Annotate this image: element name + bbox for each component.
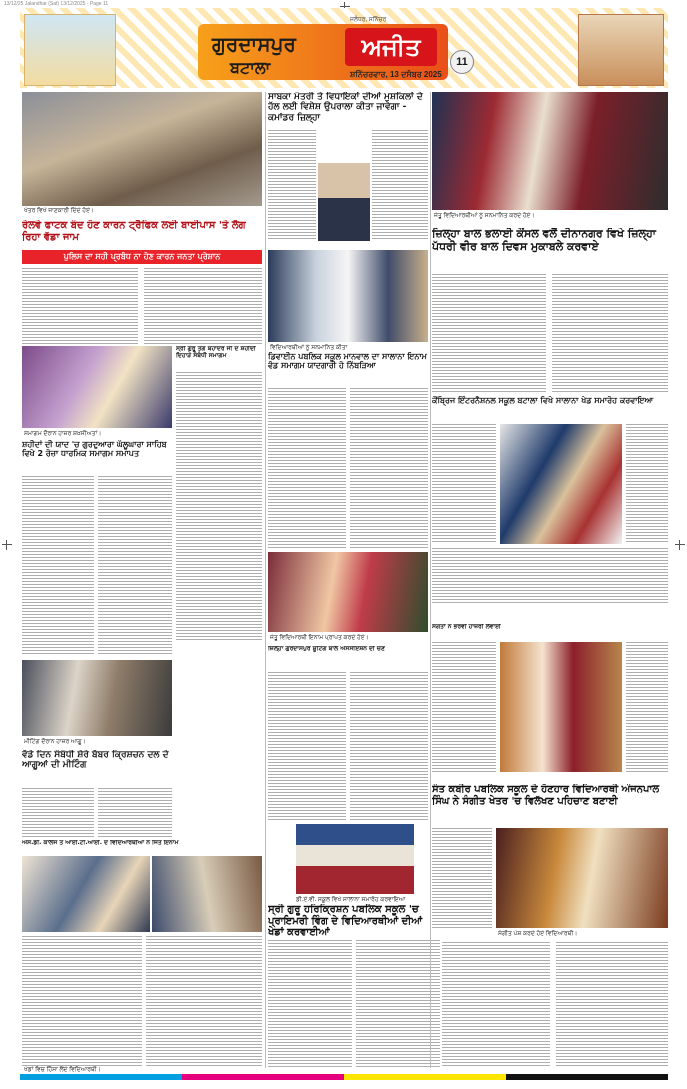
body-text [98,476,172,656]
body-text [556,942,668,1068]
meeting-photo [22,660,172,736]
headline-railway: ਰੇਲਵੇ ਫਾਟਕ ਬੰਦ ਹੋਣ ਕਾਰਨ ਟ੍ਰੈਫਿਕ ਲਈ ਬਾਈਪਾਸ 'ਤੇ ਲੱਗ ਰਿਹਾ ਵੱਡਾ ਜਾਮ [22,220,246,243]
music-photo [496,828,668,928]
body-text [22,268,138,344]
body-text [442,942,550,1068]
body-text [372,130,428,240]
ajit-logo: ਅਜੀਤ [345,28,437,66]
body-text [98,788,172,838]
headline-bal-bhalai: ਜ਼ਿਲ੍ਹਾ ਬਾਲ ਭਲਾਈ ਕੌਂਸਲ ਵਲੋਂ ਦੀਨਾਨਗਰ ਵਿਖੇ ਜ਼ਿਲ੍ਹਾ ਪੱਧਰੀ ਵੀਰ ਬਾਲ ਦਿਵਸ ਮੁਕਾਬਲੇ ਕਰਵਾਏ [432,228,656,253]
headline-harkrishan-school: ਸ੍ਰੀ ਗੁਰੂ ਹਰਿਕ੍ਰਿਸ਼ਨ ਪਬਲਿਕ ਸਕੂਲ 'ਚ ਪ੍ਰਾਇਮਰੀ ਵਿੰਗ ਦੇ ਵਿਦਿਆਰਥੀਆਂ ਦੀਆਂ ਖੇਡਾਂ ਕਰਵਾਈਆਂ [268,904,423,938]
body-text [268,130,316,240]
photo-caption: ਡੀ.ਏ.ਵੀ. ਸਕੂਲ ਵਿਖੇ ਸਾਲਾਨਾ ਸਮਾਰੋਹ ਕਰਵਾਇਆ [296,897,406,903]
body-text [146,936,262,1066]
registration-mark-right [675,540,685,550]
body-text [268,940,352,1068]
print-line: 13/12/25 Jalandhar (Sat) 13/12/2025 - Page 11 [4,1,109,7]
body-text [626,424,668,544]
body-text [626,642,668,772]
body-text [356,940,440,1068]
masthead [20,8,668,88]
ceremony-photo [268,552,428,632]
event-photo [22,346,172,428]
award-photo [268,250,428,342]
sports-photo [500,424,622,544]
subhead-band: ਪੁਲਿਸ ਦਾ ਸਹੀ ਪ੍ਰਬੰਧ ਨਾ ਹੋਣ ਕਾਰਨ ਜਨਤਾ ਪ੍ਰੇਸ਼ਾਨ [22,250,262,264]
body-text [350,672,428,820]
headline-sikh-school: ਸੰਗਤਾਂ ਨੇ ਭਰਵੀਂ ਹਾਜ਼ਰੀ ਲਵਾਈ [432,624,501,630]
headline-college: ਐਸ.ਡੀ. ਕਾਲਜ ਤੇ ਆਈ.ਟੀ.ਆਈ. ਦੇ ਵਿਦਿਆਰਥੀਆਂ ਨੇ ਜਿੱਤੇ ਇਨਾਮ [22,840,179,846]
school-stage-photo [296,824,414,894]
headline-gurdwara: ਸ਼ਹੀਦਾਂ ਦੀ ਯਾਦ 'ਚ ਗੁਰਦੁਆਰਾ ਘੱਲੂਘਾਰਾ ਸਾਹਿਬ ਵਿਖੇ 2 ਰੋਜ਼ਾ ਧਾਰਮਿਕ ਸਮਾਗਮ ਸਮਾਪਤ [22,440,167,459]
masthead-tag: ਜਲੰਧਰ, ਸਨਿੱਚਰ [350,17,387,23]
photo-caption: ਵਿਦਿਆਰਥੀਆਂ ਨੂੰ ਸਨਮਾਨਿਤ ਕੀਤਾ [270,345,348,351]
column-rule [265,92,266,1068]
photo-caption: ਸਮਾਗਮ ਦੌਰਾਨ ਹਾਜ਼ਰ ਸ਼ਖ਼ਸੀਅਤਾਂ। [24,431,102,437]
headline-cambridge-school: ਕੌਂਬ੍ਰਿਜ ਇੰਟਰਨੈਸ਼ਨਲ ਸਕੂਲ ਬਟਾਲਾ ਵਿਖੇ ਸਾਲਾਨਾ ਖੇਡ ਸਮਾਰੋਹ ਕਰਵਾਇਆ [432,396,654,405]
students-award-photo [432,92,668,210]
body-text [144,268,262,344]
body-text [432,274,546,392]
body-text [22,788,94,838]
headline-christian-dal: ਵੱਡੇ ਦਿਨ ਸੰਬੰਧੀ ਸ਼ੇਰੇ ਬੱਬਰ ਕ੍ਰਿਸ਼ਚਨ ਦਲ ਦੇ ਆਗੂਆਂ ਦੀ ਮੀਟਿੰਗ [22,750,169,771]
body-text [22,936,142,1066]
photo-caption: ਮੀਟਿੰਗ ਦੌਰਾਨ ਹਾਜ਼ਰ ਆਗੂ। [24,739,86,745]
girls-award-photo [500,642,622,772]
photo-caption: ਜੇਤੂ ਵਿਦਿਆਰਥੀ ਇਨਾਮ ਪ੍ਰਾਪਤ ਕਰਦੇ ਹੋਏ। [270,635,369,641]
body-text [432,642,496,772]
headline-shaheedi-samagam: ਸ੍ਰੀ ਗੁਰੂ ਤੇਗ ਬਹਾਦਰ ਜੀ ਦੇ ਸ਼ਹੀਦੀ ਦਿਹਾੜੇ ਸੰਬੰਧੀ ਸਮਾਗਮ [176,346,256,359]
students-photo [22,856,150,932]
students-photo-2 [152,856,262,932]
color-bar [20,1074,668,1080]
body-text [432,424,496,544]
headline-sant-kabir: ਸੰਤ ਕਬੀਰ ਪਬਲਿਕ ਸਕੂਲ ਦੇ ਹੋਣਹਾਰ ਵਿਦਿਆਰਥੀ ਅੰਜਨਪਾਲ ਸਿੰਘ ਨੇ ਸੰਗੀਤ ਖੇਤਰ 'ਚ ਵਿਲੱਖਣ ਪਹਿਚਾਣ ਬਣਾਈ [432,784,660,807]
page-number: 11 [450,50,474,74]
photo-caption: ਸੰਗੀਤ ਪੇਸ਼ ਕਰਦੇ ਹੋਏ ਵਿਦਿਆਰਥੀ। [498,931,578,937]
portrait-photo [318,163,370,241]
body-text [268,672,346,820]
body-text [432,828,492,928]
body-text [22,476,94,656]
body-text [176,372,262,642]
body-text [268,388,346,548]
photo-caption: ਜੇਤੂ ਵਿਦਿਆਰਥੀਆਂ ਨੂੰ ਸਨਮਾਨਿਤ ਕਰਦੇ ਹੋਏ। [434,213,535,219]
masthead-subtitle: ਬਟਾਲਾ [230,58,271,77]
column-rule [430,92,431,1068]
footer-caption: ਖੇਡਾਂ ਵਿਚ ਹਿੱਸਾ ਲੈਂਦੇ ਵਿਦਿਆਰਥੀ। [24,1067,101,1073]
photo-caption: ਖੇਤਰ ਵਿਖੇ ਜਾਣਕਾਰੀ ਦਿੰਦੇ ਹੋਏ। [24,208,94,214]
golden-temple-image [24,14,116,86]
headline-divine-school: ਡਿਵਾਈਨ ਪਬਲਿਕ ਸਕੂਲ ਮਾਨਵਾਲ ਦਾ ਸਾਲਾਨਾ ਇਨਾਮ ਵੰਡ ਸਮਾਗਮ ਯਾਦਗਾਰੀ ਹੋ ਨਿੱਬੜਿਆ [268,352,427,371]
market-photo [22,92,262,206]
issue-date: ਸ਼ਨਿੱਚਰਵਾਰ, 13 ਦਸੰਬਰ 2025 [350,70,442,79]
body-text [350,388,428,548]
headline-commander: ਸਾਬਕਾ ਮੰਤਰੀ ਤੇ ਵਿਧਾਇਕਾਂ ਦੀਆਂ ਮੁਸ਼ਕਿਲਾਂ ਦੇ ਹੱਲ ਲਈ ਵਿਸ਼ੇਸ਼ ਉਪਰਾਲਾ ਕੀਤਾ ਜਾਵੇਗਾ - ਕਮਾਂਡਰ ਜ਼ਿਲ੍ਹਾ [268,92,423,123]
masthead-city: ਗੁਰਦਾਸਪੁਰ [212,32,296,56]
body-text [552,274,668,392]
registration-mark-left [2,540,12,550]
body-text [432,548,668,604]
heritage-building-image [578,14,664,86]
headline-shooting-ball: ਜ਼ਿਲ੍ਹਾ ਗੁਰਦਾਸਪੁਰ ਸ਼ੂਟਿੰਗ ਬਾਲ ਐਸੋਸੀਏਸ਼ਨ ਦੀ ਚੋਣ [268,646,385,652]
